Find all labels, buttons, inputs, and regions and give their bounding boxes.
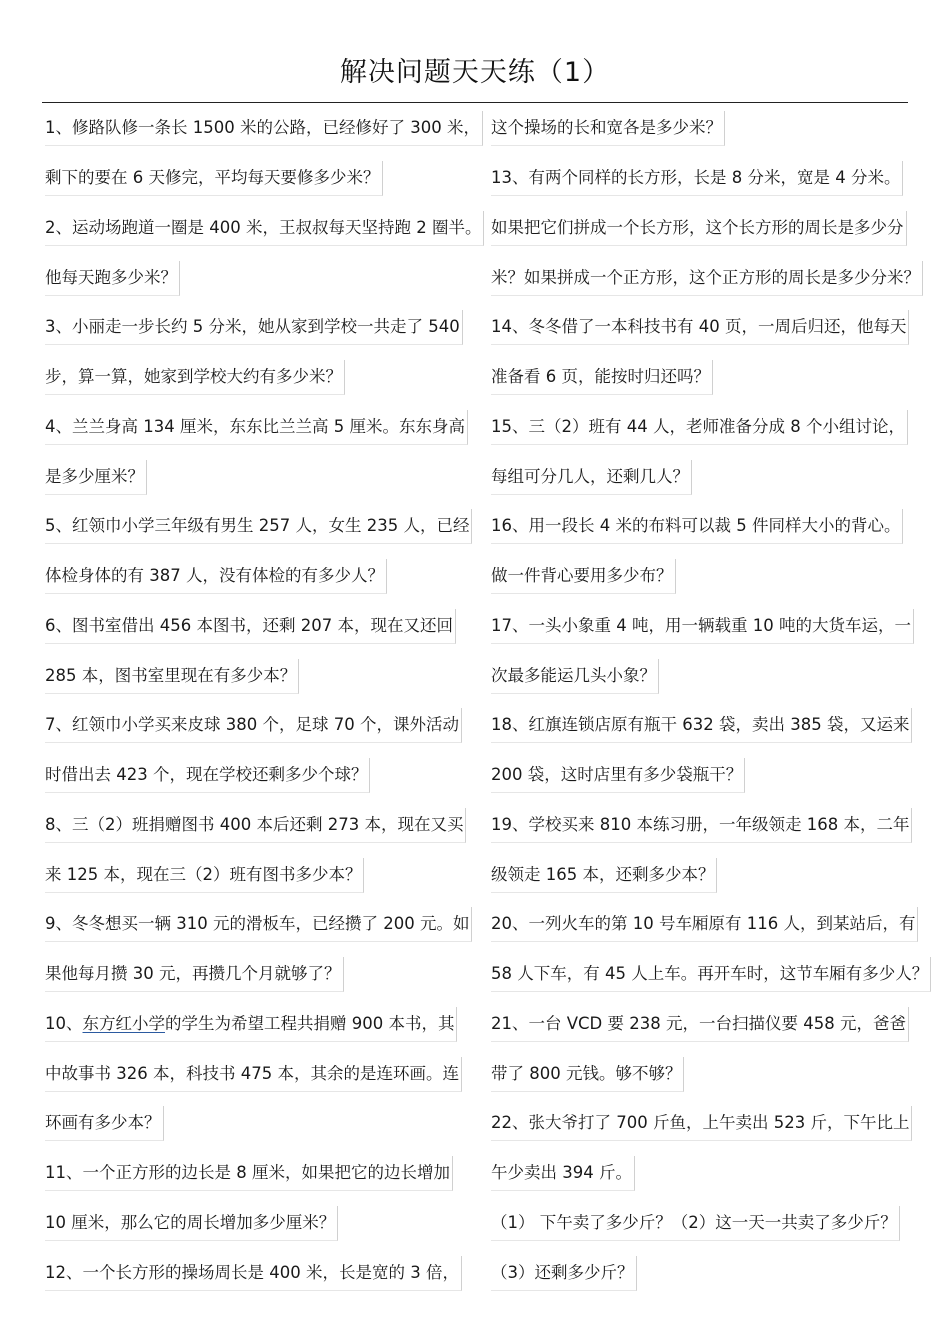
text-line: 带了 800 元钱。够不够？ <box>491 1049 931 1099</box>
text-line: 来 125 本，现在三（2）班有图书多少本？ <box>45 850 484 900</box>
text-line: 是多少厘米？ <box>45 452 484 502</box>
school-name-link[interactable]: 东方红小学 <box>82 1013 165 1033</box>
text-line: 9、冬冬想买一辆 310 元的滑板车，已经攒了 200 元。如 <box>45 900 484 950</box>
text-line: 果他每月攒 30 元，再攒几个月就够了？ <box>45 950 484 1000</box>
text-line: 2、运动场跑道一圈是 400 米，王叔叔每天坚持跑 2 圈半。 <box>45 204 484 254</box>
left-column <box>45 104 484 1298</box>
text-line: 5、红领巾小学三年级有男生 257 人，女生 235 人，已经 <box>45 502 484 552</box>
text-line: 7、红领巾小学买来皮球 380 个，足球 70 个，课外活动 <box>45 701 484 751</box>
text-line: 15、三（2）班有 44 人，老师准备分成 8 个小组讨论， <box>491 403 931 453</box>
text-line: 环画有多少本？ <box>45 1099 484 1149</box>
text-line: 14、冬冬借了一本科技书有 40 页，一周后归还，他每天 <box>491 303 931 353</box>
text-line: 6、图书室借出 456 本图书，还剩 207 本，现在又还回 <box>45 602 484 652</box>
text-line: 剩下的要在 6 天修完，平均每天要修多少米？ <box>45 154 484 204</box>
text-line: 3、小丽走一步长约 5 分米，她从家到学校一共走了 540 <box>45 303 484 353</box>
text-line: （3）还剩多少斤？ <box>491 1248 931 1298</box>
text-line: 12、一个长方形的操场周长是 400 米，长是宽的 3 倍， <box>45 1248 484 1298</box>
text-line: 20、一列火车的第 10 号车厢原有 116 人，到某站后，有 <box>491 900 931 950</box>
text-line: 22、张大爷打了 700 斤鱼，上午卖出 523 斤，下午比上 <box>491 1099 931 1149</box>
text-line-with-link <box>45 1000 484 1050</box>
text-line: 体检身体的有 387 人，没有体检的有多少人？ <box>45 552 484 602</box>
text-line: 做一件背心要用多少布？ <box>491 552 931 602</box>
text-line: 200 袋，这时店里有多少袋瓶干？ <box>491 751 931 801</box>
text-line: 准备看 6 页，能按时归还吗？ <box>491 353 931 403</box>
text-line: 4、兰兰身高 134 厘米，东东比兰兰高 5 厘米。东东身高 <box>45 403 484 453</box>
text-line: 18、红旗连锁店原有瓶干 632 袋，卖出 385 袋，又运来 <box>491 701 931 751</box>
text-line: 13、有两个同样的长方形，长是 8 分米，宽是 4 分米。 <box>491 154 931 204</box>
text-line: 10 厘米，那么它的周长增加多少厘米？ <box>45 1199 484 1249</box>
text-line: 午少卖出 394 斤。 <box>491 1149 931 1199</box>
question-text: 的学生为希望工程共捐赠 900 本书，其 <box>165 1013 455 1033</box>
text-line: 11、一个正方形的边长是 8 厘米，如果把它的边长增加 <box>45 1149 484 1199</box>
question-number: 10、 <box>45 1013 83 1033</box>
text-line: 58 人下车，有 45 人上车。再开车时，这节车厢有多少人？ <box>491 950 931 1000</box>
text-line: 次最多能运几头小象？ <box>491 651 931 701</box>
text-line: 级领走 165 本，还剩多少本？ <box>491 850 931 900</box>
text-line: 他每天跑多少米？ <box>45 253 484 303</box>
text-line: 如果把它们拼成一个长方形，这个长方形的周长是多少分 <box>491 204 931 254</box>
text-line: 1、修路队修一条长 1500 米的公路，已经修好了 300 米， <box>45 104 484 154</box>
text-line: 17、一头小象重 4 吨，用一辆载重 10 吨的大货车运，一 <box>491 602 931 652</box>
page-title: 解决问题天天练（1） <box>339 57 611 88</box>
text-line: 每组可分几人，还剩几人？ <box>491 452 931 502</box>
text-line: 21、一台 VCD 要 238 元，一台扫描仪要 458 元，爸爸 <box>491 1000 931 1050</box>
text-line: 步，算一算，她家到学校大约有多少米？ <box>45 353 484 403</box>
right-column <box>491 104 931 1298</box>
text-line: 285 本，图书室里现在有多少本？ <box>45 651 484 701</box>
title-rule <box>42 102 908 103</box>
text-line: 中故事书 326 本，科技书 475 本，其余的是连环画。连 <box>45 1049 484 1099</box>
text-line: 16、用一段长 4 米的布料可以裁 5 件同样大小的背心。 <box>491 502 931 552</box>
text-line: （1） 下午卖了多少斤？（2）这一天一共卖了多少斤？ <box>491 1199 931 1249</box>
text-line: 8、三（2）班捐赠图书 400 本后还剩 273 本，现在又买 <box>45 801 484 851</box>
text-line: 这个操场的长和宽各是多少米？ <box>491 104 931 154</box>
text-line: 时借出去 423 个，现在学校还剩多少个球？ <box>45 751 484 801</box>
text-line: 19、学校买来 810 本练习册，一年级领走 168 本，二年 <box>491 801 931 851</box>
text-line: 米？如果拼成一个正方形，这个正方形的周长是多少分米？ <box>491 253 931 303</box>
